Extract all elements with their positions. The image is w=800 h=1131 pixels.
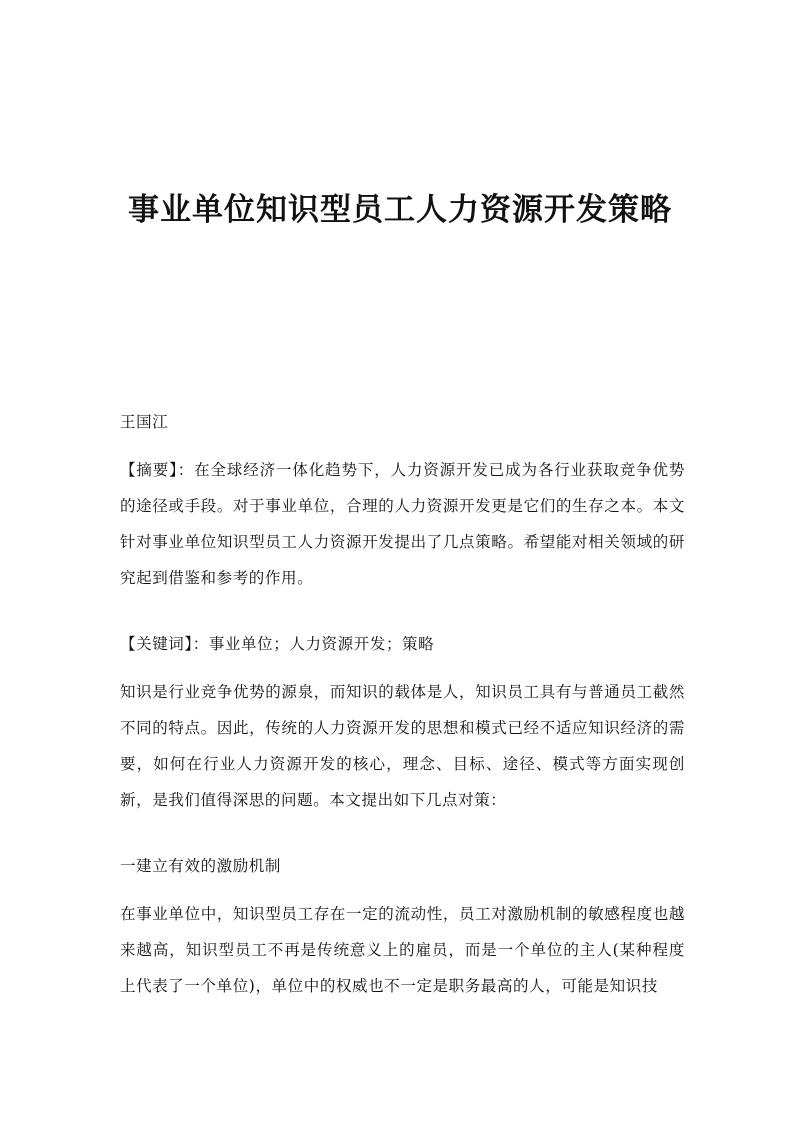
author-name: 王国江 <box>120 413 169 431</box>
section-heading: 一建立有效的激励机制 <box>120 857 282 875</box>
document-title: 事业单位知识型员工人力资源开发策略 <box>128 192 672 228</box>
body-paragraph: 在事业单位中，知识型员工存在一定的流动性，员工对激励机制的敏感程度也越来越高，知识型员工不再是传统意义上的雇员，而是一个单位的主人(某种程度上代表了一个单位)，单位中的权威也不一定是职务最高的人，可能是知识技 <box>120 905 685 995</box>
body-paragraph: 知识是行业竞争优势的源泉，而知识的载体是人，知识员工具有与普通员工截然不同的特点。因此，传统的人力资源开发的思想和模式已经不适应知识经济的需要，如何在行业人力资源开发的核心，理念、目标、途径、模式等方面实现创新，是我们值得深思的问题。本文提出如下几点对策： <box>120 683 685 809</box>
abstract-paragraph: 【摘要】：在全球经济一体化趋势下，人力资源开发已成为各行业获取竞争优势的途径或手段。对于事业单位，合理的人力资源开发更是它们的生存之本。本文针对事业单位知识型员工人力资源开发提出了几点策略。希望能对相关领域的研究起到借鉴和参考的作用。 <box>120 461 685 587</box>
keywords-line: 【关键词】：事业单位；人力资源开发；策略 <box>120 635 435 653</box>
